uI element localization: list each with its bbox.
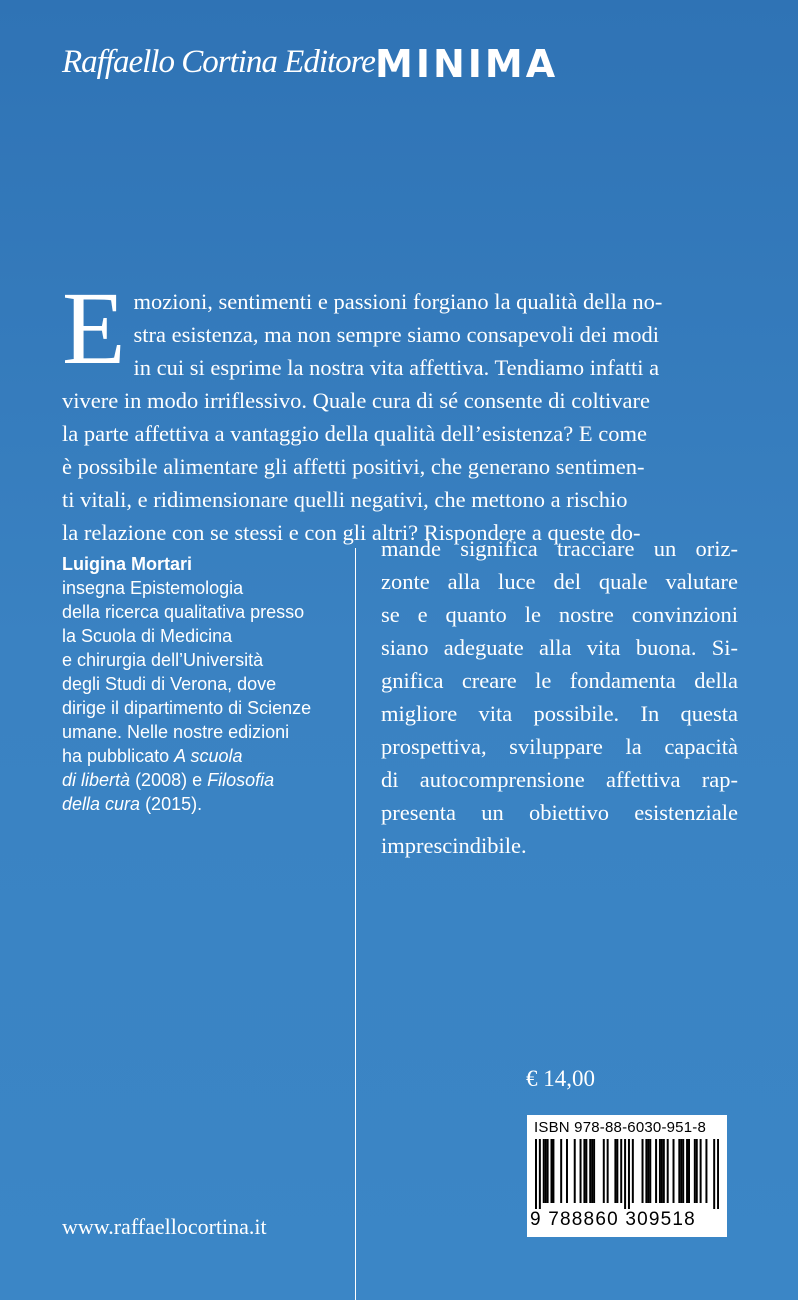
bio-line bbox=[62, 744, 352, 768]
author-bio bbox=[62, 552, 352, 816]
book-year-1: (2008) e bbox=[135, 770, 203, 790]
barcode-bar bbox=[620, 1139, 622, 1203]
barcode-bar bbox=[543, 1139, 545, 1203]
barcode-bar bbox=[713, 1139, 715, 1209]
author-name: Luigina Mortari bbox=[62, 554, 192, 574]
barcode-bar bbox=[655, 1139, 657, 1203]
barcode-bar bbox=[700, 1139, 702, 1203]
blurb-line: se e quanto le nostre convinzioni bbox=[381, 602, 738, 627]
barcode-bar bbox=[649, 1139, 651, 1203]
barcode-bar bbox=[560, 1139, 562, 1203]
barcode-bar bbox=[717, 1139, 719, 1209]
barcode-bar bbox=[632, 1139, 634, 1203]
barcode-bar bbox=[647, 1139, 649, 1203]
blurb-line: presenta un obiettivo esistenziale bbox=[381, 800, 738, 825]
barcode-bar bbox=[678, 1139, 680, 1203]
barcode-bar bbox=[680, 1139, 682, 1203]
blurb-line: ti vitali, e ridimensionare quelli negativi, che mettono a rischio bbox=[62, 487, 628, 512]
barcode-bar bbox=[705, 1139, 707, 1203]
blurb-continuation bbox=[381, 532, 738, 862]
barcode-bar bbox=[645, 1139, 647, 1203]
barcode-bar bbox=[566, 1139, 568, 1203]
blurb-line: è possibile alimentare gli affetti positivi, che generano sentimen- bbox=[62, 454, 645, 479]
barcode-bar bbox=[535, 1139, 537, 1209]
barcode-bar bbox=[694, 1139, 696, 1203]
cover-header bbox=[62, 40, 762, 90]
barcode-bar bbox=[628, 1139, 630, 1209]
bio-line: e chirurgia dell’Università bbox=[62, 650, 264, 670]
book-title-2a: Filosofia bbox=[207, 770, 275, 790]
barcode-bar bbox=[686, 1139, 688, 1203]
bio-line bbox=[62, 792, 352, 816]
barcode-bar bbox=[552, 1139, 554, 1203]
barcode-bar bbox=[591, 1139, 593, 1203]
website-url: www.raffaellocortina.it bbox=[62, 1214, 267, 1239]
bio-line: della ricerca qualitativa presso bbox=[62, 602, 305, 622]
blurb-line: mande significa tracciare un oriz- bbox=[381, 536, 738, 561]
blurb-line: la parte affettiva a vantaggio della qualità dell’esistenza? E come bbox=[62, 421, 647, 446]
barcode-bar bbox=[539, 1139, 541, 1209]
barcode-bar bbox=[574, 1139, 576, 1203]
series-name: MINIMA bbox=[375, 42, 559, 86]
barcode-bar bbox=[545, 1139, 547, 1203]
barcode-bar bbox=[673, 1139, 675, 1203]
barcode-bar bbox=[659, 1139, 661, 1203]
barcode-bar bbox=[624, 1139, 626, 1209]
blurb-line: in cui si esprime la nostra vita affettiva. Tendiamo infatti a bbox=[133, 355, 660, 380]
drop-cap: E bbox=[62, 271, 126, 386]
blurb-line: mozioni, sentimenti e passioni forgiano la qualità della no- bbox=[133, 289, 663, 314]
blurb-line: di autocomprensione affettiva rap- bbox=[381, 767, 738, 792]
barcode-bar bbox=[667, 1139, 669, 1203]
blurb-line: migliore vita possibile. In questa bbox=[381, 701, 738, 726]
barcode-bar bbox=[580, 1139, 582, 1203]
barcode-bar bbox=[696, 1139, 698, 1203]
blurb-line: prospettiva, sviluppare la capacità bbox=[381, 734, 738, 759]
barcode-bars bbox=[535, 1139, 719, 1209]
barcode-bar bbox=[663, 1139, 665, 1203]
bio-line: dirige il dipartimento di Scienze bbox=[62, 698, 312, 718]
bio-line: insegna Epistemologia bbox=[62, 578, 244, 598]
barcode-bar bbox=[583, 1139, 585, 1203]
barcode-bar bbox=[589, 1139, 591, 1203]
barcode-bar bbox=[547, 1139, 549, 1203]
blurb-line: stra esistenza, ma non sempre siamo consapevoli dei modi bbox=[133, 322, 660, 347]
blurb-line: zonte alla luce del quale valutare bbox=[381, 569, 738, 594]
barcode-bar bbox=[585, 1139, 587, 1203]
blurb-line: la relazione con se stessi e con gli altri? Rispondere a queste do- bbox=[62, 520, 641, 545]
blurb-line: siano adeguate alla vita buona. Si- bbox=[381, 635, 738, 660]
isbn-barcode bbox=[527, 1115, 727, 1237]
bio-line bbox=[62, 768, 352, 792]
blurb-text bbox=[62, 271, 738, 549]
bio-line: degli Studi di Verona, dove bbox=[62, 674, 277, 694]
barcode-bar bbox=[616, 1139, 618, 1203]
column-divider bbox=[355, 548, 356, 1300]
barcode-bar bbox=[661, 1139, 663, 1203]
price-label: € 14,00 bbox=[526, 1066, 595, 1091]
bio-line: la Scuola di Medicina bbox=[62, 626, 233, 646]
barcode-bar bbox=[688, 1139, 690, 1203]
barcode-bar bbox=[607, 1139, 609, 1203]
barcode-bar bbox=[603, 1139, 605, 1203]
barcode-bar bbox=[642, 1139, 644, 1203]
publisher-name: Raffaello Cortina Editore bbox=[62, 44, 375, 80]
barcode-bar bbox=[593, 1139, 595, 1203]
barcode-digits: 9 788860 309518 bbox=[530, 1209, 696, 1230]
barcode-bar bbox=[550, 1139, 552, 1203]
blurb-line: imprescindibile. bbox=[381, 833, 527, 858]
bio-line: umane. Nelle nostre edizioni bbox=[62, 722, 290, 742]
isbn-label: ISBN 978-88-6030-951-8 bbox=[534, 1119, 707, 1136]
blurb-line: gnifica creare le fondamenta della bbox=[381, 668, 738, 693]
bio-pub-prefix: ha pubblicato bbox=[62, 746, 170, 766]
book-title-1a: A scuola bbox=[174, 746, 243, 766]
barcode-bar bbox=[614, 1139, 616, 1203]
book-title-1b: di libertà bbox=[62, 770, 131, 790]
book-title-2b: della cura bbox=[62, 794, 141, 814]
barcode-bar bbox=[682, 1139, 684, 1203]
book-year-2: (2015). bbox=[145, 794, 203, 814]
blurb-line: vivere in modo irriflessivo. Quale cura di sé consente di coltivare bbox=[62, 388, 650, 413]
